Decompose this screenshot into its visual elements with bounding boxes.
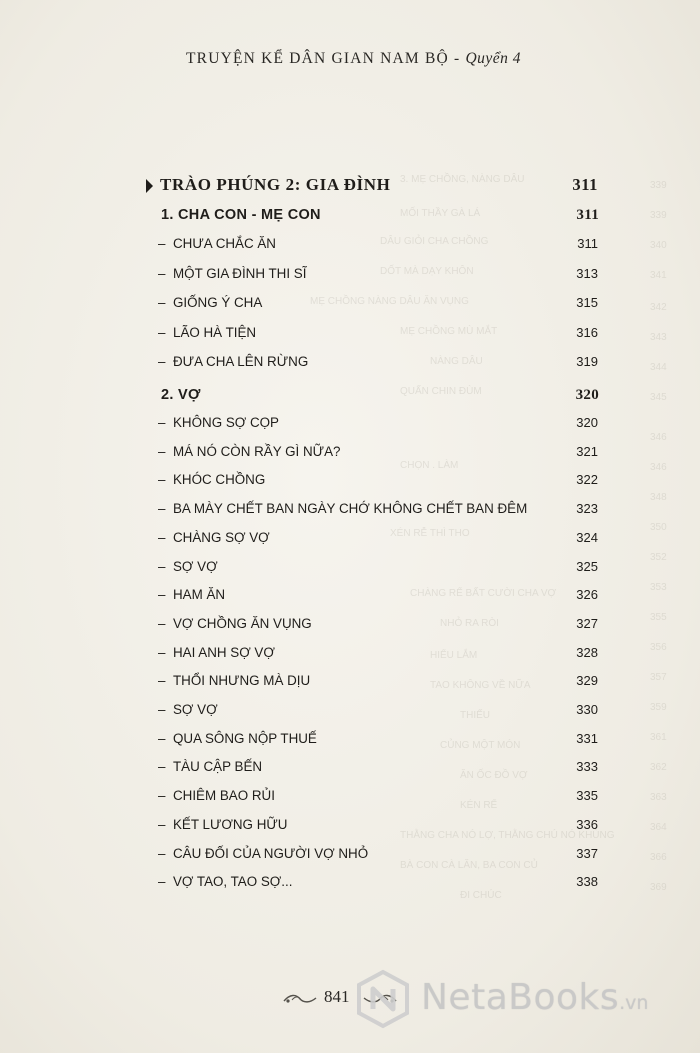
group-page: 320 bbox=[575, 387, 599, 403]
netabooks-logo-icon bbox=[355, 969, 411, 1029]
page-number: 841 bbox=[324, 987, 350, 1006]
entry-dash: – bbox=[158, 644, 166, 660]
entry-dash: – bbox=[158, 236, 166, 251]
toc-entry[interactable] bbox=[158, 673, 598, 691]
entry-dash: – bbox=[158, 730, 166, 746]
entry-title: SỢ VỢ bbox=[173, 558, 218, 574]
entry-title: HAM ĂN bbox=[173, 587, 226, 603]
entry-title: MÁ NÓ CÒN RẦY GÌ NỮA? bbox=[173, 443, 341, 459]
toc-entry[interactable] bbox=[158, 444, 598, 462]
entry-title: VỢ TAO, TAO SỢ... bbox=[173, 874, 293, 890]
entry-dash: – bbox=[158, 472, 166, 488]
book-title: TRUYỆN KỂ DÂN GIAN NAM BỘ bbox=[186, 50, 449, 67]
entry-title: SỢ VỢ bbox=[173, 702, 218, 717]
entry-title: KHÔNG SỢ CỌP bbox=[173, 415, 279, 430]
entry-page: 327 bbox=[576, 615, 598, 631]
watermark bbox=[355, 967, 700, 1035]
section-page: 311 bbox=[572, 175, 598, 194]
entry-dash: – bbox=[158, 354, 166, 369]
header-separator: - bbox=[448, 50, 466, 67]
watermark-brand: NetaBooks bbox=[421, 977, 620, 1018]
entry-page: 324 bbox=[576, 529, 598, 545]
toc-entry[interactable] bbox=[158, 559, 598, 577]
entry-page: 331 bbox=[576, 730, 598, 746]
toc-entry[interactable] bbox=[158, 759, 598, 777]
running-header bbox=[186, 50, 646, 68]
toc-entry[interactable] bbox=[158, 501, 598, 519]
entry-page: 316 bbox=[576, 324, 598, 340]
entry-page: 311 bbox=[577, 236, 598, 251]
toc-entry[interactable] bbox=[158, 295, 598, 313]
entry-page: 337 bbox=[576, 845, 598, 861]
entry-dash: – bbox=[158, 558, 166, 574]
entry-dash: – bbox=[158, 788, 166, 804]
entry-dash: – bbox=[158, 529, 166, 545]
bleed-through-text: 3. MẸ CHỒNG, NÀNG DÂU MỐI THẦY GÀ LÁ DÂU GIỎI CHA CHỒNG DỐT MÀ DẠY KHÔN MẸ CHỒNG NÀNG DÂU ĂN VỤNG MẸ CHỒNG MÙ MẮT NÀNG DÂU QUẤN CHIN ĐÙM CHỌN . LÀM XÉN RỄ THÌ THO CHÀNG RỂ BẤT CƯỜI CHA VỢ NHỎ RA RÒI HIỂU LẮM TAO KHÔNG VỀ NỮA THIẾU CỦNG MỘT MÓN ĂN ỐC ĐỒ VỢ KÉN RỂ THẰNG CHA NÓ LỢ, THẰNG CHÚ NÓ KHÙNG BÀ CON CÀ LĂN, BA CON CỦ ĐI CHÚC 339 339 340 341 342 343 344 345 346 346 348 350 352 353 355 356 357 359 361 362 363 364 366 369 bbox=[310, 174, 667, 901]
group-page: 311 bbox=[576, 207, 599, 223]
toc-entry[interactable] bbox=[158, 472, 598, 490]
entry-page: 329 bbox=[576, 673, 598, 689]
entry-dash: – bbox=[158, 443, 166, 459]
entry-title: HAI ANH SỢ VỢ bbox=[173, 644, 275, 660]
entry-page: 336 bbox=[576, 816, 598, 832]
entry-dash: – bbox=[158, 295, 166, 310]
entry-dash: – bbox=[158, 759, 166, 775]
entry-page: 315 bbox=[576, 295, 598, 310]
entry-dash: – bbox=[158, 845, 166, 861]
left-ornament-icon bbox=[282, 992, 318, 1006]
entry-title: THỔI NHƯNG MÀ DỊU bbox=[173, 673, 311, 689]
entry-dash: – bbox=[158, 265, 166, 281]
volume-label: Quyển 4 bbox=[465, 50, 522, 67]
entry-dash: – bbox=[158, 702, 166, 717]
toc-entry[interactable] bbox=[158, 645, 598, 663]
entry-dash: – bbox=[158, 874, 166, 890]
toc-section-heading[interactable] bbox=[146, 175, 598, 197]
toc-entry[interactable] bbox=[158, 236, 598, 254]
toc-entry[interactable] bbox=[158, 415, 598, 433]
toc-entry[interactable] bbox=[158, 702, 598, 720]
entry-title: MỘT GIA ĐÌNH THI SĨ bbox=[173, 265, 307, 281]
entry-title: QUA SÔNG NỘP THUẾ bbox=[173, 730, 317, 746]
entry-title: BA MÀY CHẾT BAN NGÀY CHỚ KHÔNG CHẾT BAN ĐÊM bbox=[173, 501, 528, 517]
toc-group-heading[interactable] bbox=[161, 207, 599, 227]
entry-title: CHƯA CHẮC ĂN bbox=[173, 236, 276, 251]
group-title: 1. CHA CON - MẸ CON bbox=[161, 207, 321, 223]
toc-entry[interactable] bbox=[158, 846, 598, 864]
entry-page: 330 bbox=[576, 702, 598, 717]
toc-entry[interactable] bbox=[158, 817, 598, 835]
toc-entry[interactable] bbox=[158, 874, 598, 892]
entry-page: 321 bbox=[576, 443, 598, 459]
entry-dash: – bbox=[158, 615, 166, 631]
entry-dash: – bbox=[158, 673, 166, 689]
toc-entry[interactable] bbox=[158, 616, 598, 634]
entry-title: KHÓC CHỒNG bbox=[173, 472, 266, 488]
entry-title: CHIÊM BAO RỦI bbox=[173, 788, 275, 804]
watermark-text bbox=[421, 977, 648, 1018]
entry-page: 320 bbox=[576, 415, 598, 430]
toc-entry[interactable] bbox=[158, 325, 598, 343]
entry-page: 326 bbox=[576, 587, 598, 603]
toc-group-heading[interactable] bbox=[161, 387, 599, 407]
entry-title: LÃO HÀ TIỆN bbox=[173, 324, 257, 340]
triangle-bullet-icon bbox=[146, 179, 153, 193]
entry-title: CÂU ĐỐI CỦA NGƯỜI VỢ NHỎ bbox=[173, 845, 369, 861]
entry-dash: – bbox=[158, 816, 166, 832]
entry-title: TÀU CẬP BẾN bbox=[173, 759, 263, 775]
section-title: TRÀO PHÚNG 2: GIA ĐÌNH bbox=[160, 175, 391, 194]
toc-entry[interactable] bbox=[158, 587, 598, 605]
entry-dash: – bbox=[158, 324, 166, 340]
entry-title: VỢ CHỒNG ĂN VỤNG bbox=[173, 615, 312, 631]
entry-page: 313 bbox=[576, 265, 598, 281]
entry-dash: – bbox=[158, 415, 166, 430]
toc-entry[interactable] bbox=[158, 788, 598, 806]
entry-dash: – bbox=[158, 587, 166, 603]
entry-page: 333 bbox=[576, 759, 598, 775]
group-title: 2. VỢ bbox=[161, 387, 201, 403]
entry-dash: – bbox=[158, 501, 166, 517]
toc-entry[interactable] bbox=[158, 731, 598, 749]
toc-entry[interactable] bbox=[158, 266, 598, 284]
entry-title: KẾT LƯƠNG HỮU bbox=[173, 816, 288, 832]
entry-title: GIỐNG Ý CHA bbox=[173, 295, 263, 310]
toc-entry[interactable] bbox=[158, 530, 598, 548]
entry-title: ĐƯA CHA LÊN RỪNG bbox=[173, 354, 309, 369]
entry-page: 335 bbox=[576, 788, 598, 804]
entry-page: 338 bbox=[576, 874, 598, 890]
entry-page: 328 bbox=[576, 644, 598, 660]
entry-page: 319 bbox=[576, 354, 598, 369]
entry-page: 323 bbox=[576, 501, 598, 517]
entry-page: 322 bbox=[576, 472, 598, 488]
entry-page: 325 bbox=[576, 558, 598, 574]
watermark-suffix: .vn bbox=[619, 992, 649, 1014]
toc-entry[interactable] bbox=[158, 354, 598, 372]
entry-title: CHÀNG SỢ VỢ bbox=[173, 529, 270, 545]
